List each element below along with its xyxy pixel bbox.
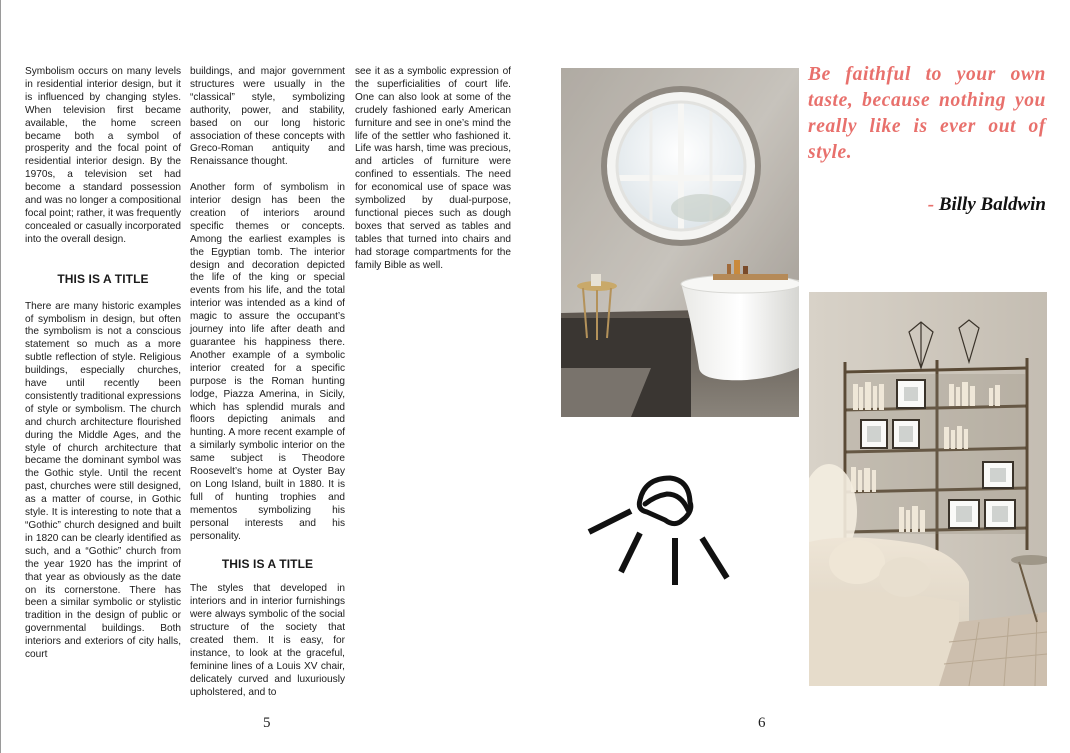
- paragraph: There are many historic examples of symbolism in design, but often the symbolism is not a conscious statement so much as a more subtle reflection of style. Religious buildings, especially churches, have until recently been consistently traditional expressions of style or symbolism. The church and church architecture flourished during the Middle Ages, and the style of church architecture that became the dominant symbol was the Gothic style. Until the recent past, churches were still designed, as a matter of course, in Gothic style. It is interesting to note that a “Gothic” church designed and built in 1820 can be clearly identified as such, and a “Gothic” church from the year 1920 has the imprint of that year as obviously as the date on its cornerstone. There has been a similar symbolic or stylistic tradition in the design of public or governmental buildings. Both interiors and exteriors of city halls, court: [25, 300, 181, 661]
- lamp-icon: [585, 470, 735, 590]
- pull-quote: Be faithful to your own taste, because nothing you really like is ever out of style.: [808, 64, 1046, 163]
- author-dash: -: [927, 194, 939, 215]
- living-room-photo: [809, 292, 1047, 686]
- page-edge: [0, 0, 1, 753]
- section-title: THIS IS A TITLE: [57, 271, 149, 286]
- quote-author: [928, 194, 1046, 216]
- text-column-2: [190, 66, 345, 700]
- bathroom-photo: [561, 68, 799, 417]
- section-title: THIS IS A TITLE: [221, 556, 314, 571]
- paragraph: Another form of symbolism in interior design has been the creation of interiors around specific themes or concepts. Among the earliest examples is the Egyptian tomb. The interior design and decoration depicted the life of the king or special events from his life, and the total interior was intended as a kind of magic to assure the occupant’s journey into life after death and guarantee his happiness there. Another example of a symbolic interior created for a specific purpose is the Roman hunting lodge, Piazza Amerina, in Sicily, which has splendid murals and floors depicting animals and hunting. A more recent example of a similarly symbolic interior on the same subject is Theodore Roosevelt’s home at Oyster Bay on Long Island, built in 1880. It is full of hunting trophies and mementos symbolizing his personal interests and his personality.: [190, 182, 345, 542]
- paragraph: The styles that developed in interiors and in interior furnishings were always symbolic of the social structure of the society that created them. It is easy, for instance, to look at the graceful, feminine lines of a Louis XV chair, delicately curved and luxuriously upholstered, and to: [190, 583, 345, 698]
- paragraph: buildings, and major government structures were usually in the “classical” style, symbolizing authority, power, and stability, based on our long historic association of these concepts with Greco-Roman antiquity and Renaissance thought.: [190, 66, 345, 168]
- paragraph: see it as a symbolic expression of the superficialities of court life. One can also look at some of the crudely fashioned early American furniture and see in one’s mind the life of the settler who fashioned it. Life was harsh, time was precious, and articles of furniture were confined to essentials. The need for economical use of space was symbolized by dual-purpose, functional pieces such as dough boxes that served as tables and tables that turned into chairs and had storage compartments for the family Bible as well.: [355, 66, 511, 271]
- page-number-left: 5: [263, 715, 271, 731]
- author-name: Billy Baldwin: [938, 194, 1046, 215]
- text-column-3: [355, 66, 511, 273]
- page-number-right: 6: [758, 715, 766, 731]
- paragraph: Symbolism occurs on many levels in residential interior design, but it is influenced by changing styles. When television first became available, the home screen became both a symbol of prosperity and the focal point of residential interior design. By the 1970s, a television set had become a standard possession and was no longer a compositional focal point; rather, it was frequently concealed or casually incorporated into the overall design.: [25, 66, 181, 245]
- text-column-1: [25, 66, 181, 662]
